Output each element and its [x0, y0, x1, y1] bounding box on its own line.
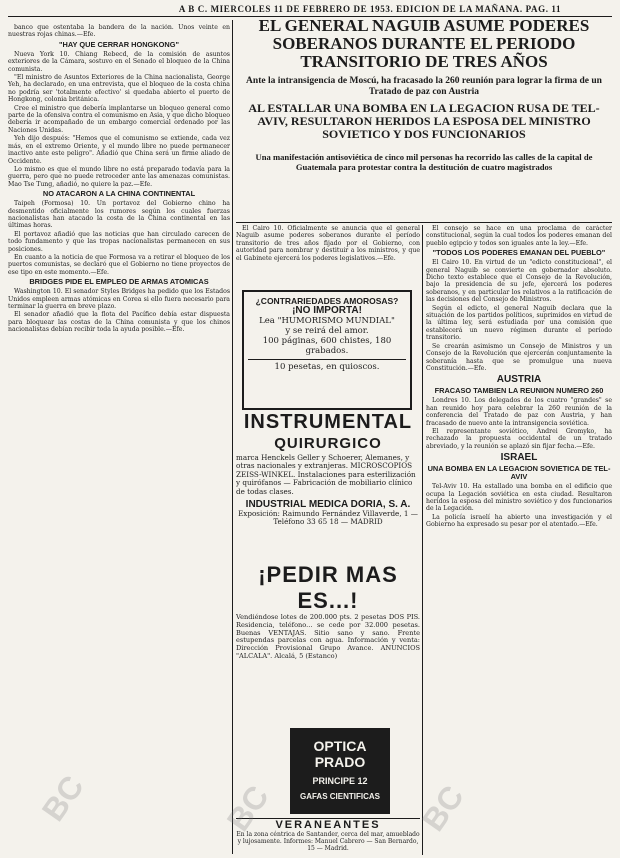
right-para-8: La policía israelí ha abierto una investigación y el Gobierno ha expresado su pesar por el atentado.—Efe. — [426, 513, 612, 529]
veraneantes-text: En la zona céntrica de Santander, cerca del mar, amueblado y lujosamente. Informes: Manuel Cabrero — San Bernardo, 15 — Madrid. — [236, 831, 420, 852]
right-para-5: Londres 10. Los delegados de los cuatro "grandes" se han reunido hoy para celebrar la 260 reunión de la conferencia del Tratado de paz con Austria, y han fracasado de nuevo ante la intransigencia soviética. — [426, 397, 612, 427]
right-heading-israel: ISRAEL — [500, 452, 538, 464]
left-para-11: El senador añadió que la flota del Pacífico debía estar dispuesta para bloquear las costas de la China comunista y que los chinos nacionalistas debían recibir toda la ayuda posible.—Efe. — [8, 311, 230, 334]
optica-line-1: OPTICA PRADO — [313, 738, 367, 770]
veraneantes-ad — [236, 818, 420, 857]
left-heading-hongkong: "HAY QUE CERRAR HONGKONG" — [59, 39, 179, 49]
instrumental-title-1: INSTRUMENTAL — [243, 412, 413, 433]
left-para-1: banco que ostentaba la bandera de la nación. Unos veinte en nuestras rojas chinas.—Efe. — [8, 24, 230, 39]
right-para-4: Se crearán asimismo un Consejo de Ministros y un Consejo de la Revolución que ejercerán conjuntamente la soberanía hasta que se promulgue una nueva Constitución.—Efe. — [426, 342, 612, 372]
watermark-2: BC — [219, 778, 276, 838]
left-para-3: "El ministro de Asuntos Exteriores de la China nacionalista, George Yeh, ha declarado, en una entrevista, que el bloqueo de la costa china no podría ser 'totalmente efectivo' si quedaba abierto el puerto de Hongkong, colonia británica. — [8, 74, 230, 104]
right-para-3: Según el edicto, el general Naguib declara que la situación de los partidos políticos, suprimidos en virtud de la última ley, será estudiada por una comisión que establecerá un nuevo régimen durante el período transitorio. — [426, 304, 612, 342]
watermark-1: BC — [34, 768, 91, 828]
middle-para-1: El Cairo 10. Oficialmente se anuncia que el general Naguib asume poderes soberanos durante el período transitorio de tres años fijado por el Gobierno, con autoridad para nombrar y destituir a los ministros, y que el Gabinete ejercerá los poderes legislativos.—Efe. — [236, 225, 420, 262]
middle-column — [236, 225, 420, 287]
column-rule-right — [422, 225, 423, 855]
left-para-10: Washington 10. El senador Styles Bridges ha pedido que los Estados Unidos empleen armas atómicas en Corea si ello fuera necesario para terminar la guerra en breve plazo. — [8, 288, 230, 310]
pedir-text: Vendiéndose lotes de 200.000 pts. 2 pesetas DOS PIS. Residencia, teléfono... se cede por 32.000 pesetas. Buenas VENTAJAS. Sitio sano y sano. Frente estupendas parcelas con agua. Información y venta: Dirección Provisional Grupo Avance. ANUNCIOS "ALCALA". Alcalá, 5 (Estanco) — [236, 613, 420, 660]
optica-line-3: GAFAS CIENTIFICAS — [299, 792, 380, 801]
humor-ad-line-3: Lea "HUMORISMO MUNDIAL" — [259, 316, 395, 326]
page-header: A B C. MIERCOLES 11 DE FEBRERO DE 1953. EDICION DE LA MAÑANA. PAG. 11 — [178, 4, 562, 14]
left-heading-bridges: BRIDGES PIDE EL EMPLEO DE ARMAS ATOMICAS — [29, 277, 209, 287]
left-para-6: Lo mismo es que el mundo libre no está preparado todavía para la guerra, pero que no puede retroceder ante las amenazas comunistas. Mao Tse Tung, añadió, no quiere la paz.—Efe. — [8, 165, 230, 188]
instrumental-text: marca Henckels Geller y Schoerer, Alemanes, y otras nacionales y extranjeras. MICROSCOPIOS ZEISS-WINKEL. Instalaciones para esterilización y quirófanos — Fabricación de mobiliario clínico de todas clases. — [236, 453, 416, 496]
subheadline-guatemala: Una manifestación antisoviética de cinco mil personas ha recorrido las calles de la capital de Guatemala para protestar contra la destitución de cuatro magistrados — [255, 152, 593, 172]
left-para-9: En cuanto a la noticia de que Formosa va a retirar el bloqueo de los puertos comunistas, se declaró que el Gobierno no tiene proyectos de ese tipo en este momento.—Efe. — [8, 253, 230, 276]
column-rule-left — [232, 20, 233, 854]
watermark-3: BC — [414, 778, 471, 838]
humor-ad-line-2: ¡NO IMPORTA! — [292, 305, 362, 316]
optica-line-2: PRINCIPE 12 — [312, 776, 368, 786]
left-column — [8, 24, 230, 854]
subheadline-austria: Ante la intransigencia de Moscú, ha fracasado la 260 reunión para lograr la firma de un Tratado de paz con Austria — [246, 76, 602, 97]
pedir-title: ¡PEDIR MAS ES...! — [258, 562, 398, 613]
humor-ad — [242, 290, 412, 410]
veraneantes-title: VERANEANTES — [275, 819, 381, 831]
left-para-8: El portavoz añadió que las noticias que han circulado carecen de todo fundamento y que las tropas nacionalistas permanecen en sus posiciones. — [8, 230, 230, 253]
right-heading-austria: AUSTRIA — [496, 374, 542, 386]
headline-rule — [236, 222, 612, 223]
left-para-2: Nueva York 10. Chiang Rebecd, de la comisión de asuntos exteriores de la Cámara, sostuvo en el Senado el bloqueo de la China comunista. — [8, 50, 230, 73]
left-heading-china: NO ATACARON A LA CHINA CONTINENTAL — [42, 189, 196, 199]
instrumental-ad — [236, 412, 420, 562]
left-para-5: Yeh dijo después: "Hemos que el comunismo se extiende, cada vez más, en el extremo Oriente, y el mundo libre no puede permanecer inactivo ante este peligro". Añadió que China será un firme aliado de Occidente. — [8, 135, 230, 165]
instrumental-address: Exposición: Raimundo Fernández Villaverde, 1 — Teléfono 33 65 18 — MADRID — [238, 509, 418, 527]
pedir-ad — [236, 562, 420, 727]
main-headline: EL GENERAL NAGUIB ASUME PODERES SOBERANOS DURANTE EL PERIODO TRANSITORIO DE TRES AÑOS — [258, 16, 590, 71]
right-para-7: Tel-Aviv 10. Ha estallado una bomba en el edificio que ocupa la Legación soviética en esta ciudad. Resultaron heridos la esposa del ministro soviético y dos funcionarios de la Legación. — [426, 483, 612, 513]
right-para-6: El representante soviético, Andrei Gromyko, ha rechazado la propuesta occidental de un tratado abreviado, y la reunión se aplazó sin fijar fecha.—Efe. — [426, 427, 612, 450]
optica-ad — [290, 728, 390, 814]
left-para-7: Taipeh (Formosa) 10. Un portavoz del Gobierno chino ha desmentido oficialmente los rumores según los cuales fuerzas nacionalistas han atacado la costa de la China continental en las últimas horas. — [8, 200, 230, 230]
instrumental-firm: INDUSTRIAL MEDICA DORIA, S. A. — [245, 499, 411, 511]
right-para-1: El consejo se hace en una proclama de carácter constitucional, según la cual todos los poderes emanan del pueblo egipcio y todos son iguales ante la ley.—Efe. — [426, 225, 612, 247]
right-heading-fracaso: FRACASO TAMBIEN LA REUNION NUMERO 260 — [434, 386, 604, 396]
right-heading-bomba: UNA BOMBA EN LA LEGACION SOVIETICA DE TEL-AVIV — [427, 464, 611, 482]
subheadline-telaviv: AL ESTALLAR UNA BOMBA EN LA LEGACION RUSA DE TEL-AVIV, RESULTARON HERIDOS LA ESPOSA DEL MINISTRO SOVIETICO Y DOS FUNCIONARIOS — [248, 101, 600, 141]
right-para-2: El Cairo 10. En virtud de un "edicto constitucional", el general Naguib se convierte en gobernador absoluto. Dicho texto establece que el Consejo de la Revolución, bajo la presidencia de su jefe, ejercerá los poderes soberanos, y en particular los relativos a la ratificación de las decisiones del Consejo de Ministros. — [426, 259, 612, 304]
left-para-4: Cree el ministro que debería implantarse un bloqueo general como parte de la ofensiva contra el comunismo en Asia, y que dicho bloqueo debería ir acompañado de un embargo comercial ordenado por las Naciones Unidas. — [8, 104, 230, 134]
humor-ad-line-4: y se reirá del amor. — [285, 326, 369, 336]
humor-ad-line-6: 10 pesetas, en quioscos. — [248, 359, 406, 372]
humor-ad-line-5: 100 páginas, 600 chistes, 180 grabados. — [262, 336, 392, 356]
instrumental-title-2: QUIRURGICO — [274, 435, 382, 452]
right-heading-poderes: "TODOS LOS PODERES EMANAN DEL PUEBLO" — [432, 248, 606, 258]
humor-ad-line-1: ¿CONTRARIEDADES AMOROSAS? — [255, 296, 399, 306]
right-column — [426, 225, 612, 855]
